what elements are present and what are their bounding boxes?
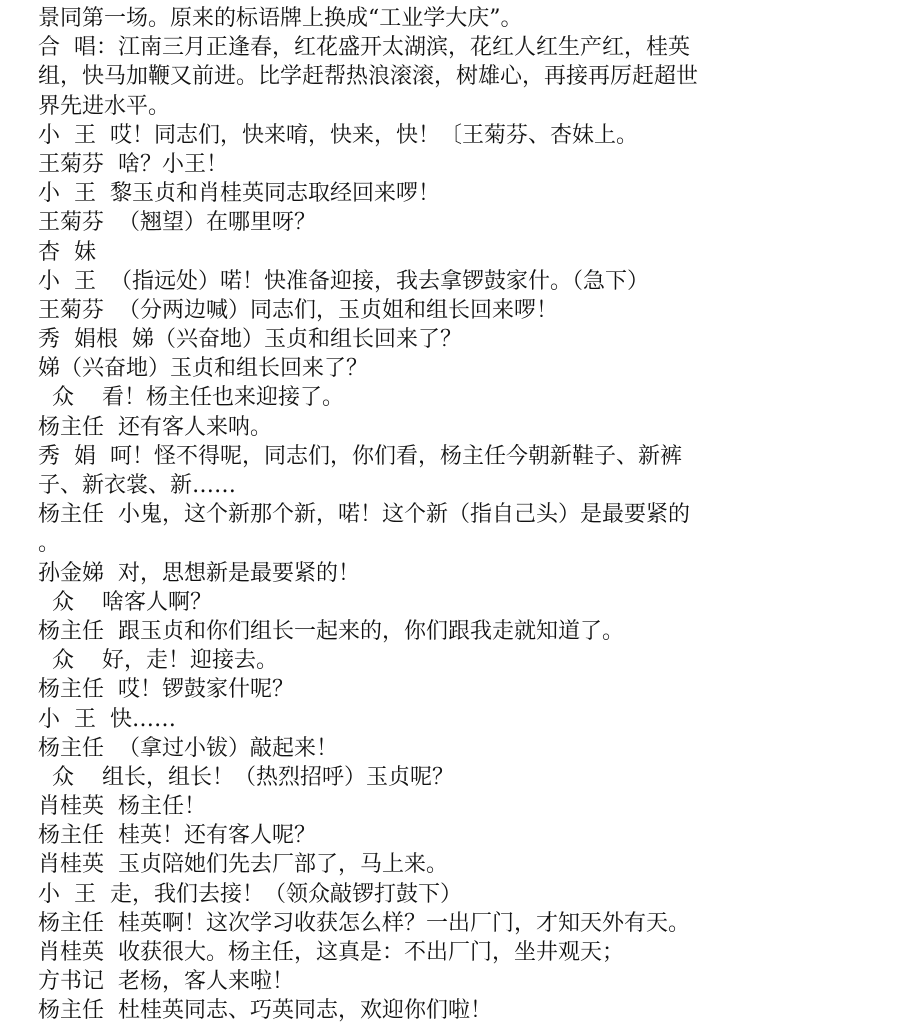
dialogue-line: 杨主任 桂英！还有客人呢？	[38, 823, 316, 849]
dialogue-line: 王菊芬 （翘望）在哪里呀？	[38, 210, 316, 236]
dialogue-line: 众 好，走！迎接去。	[38, 648, 278, 674]
dialogue-line: 小 王 快……	[38, 706, 176, 732]
dialogue-line: 小 王 哎！同志们，快来唷，快来，快！〔王菊芬、杏妹上。	[38, 122, 638, 148]
dialogue-line: 杨主任 小鬼，这个新那个新，喏！这个新（指自己头）是最要紧的	[38, 502, 690, 528]
dialogue-line: 秀 娟根 娣（兴奋地）玉贞和组长回来了？	[38, 327, 462, 353]
dialogue-line: 小 王 走，我们去接！（领众敲锣打鼓下）	[38, 881, 462, 907]
dialogue-line: 杏 妹	[38, 239, 96, 265]
dialogue-line: 。	[38, 531, 61, 557]
scene-direction: 景同第一场。原来的标语牌上换成“工业学大庆”。	[38, 6, 523, 31]
dialogue-line: 王菊芬 啥？小王！	[38, 151, 228, 177]
dialogue-line: 王菊芬 （分两边喊）同志们，玉贞姐和组长回来啰！	[38, 297, 558, 323]
dialogue-line: 秀 娟 呵！怪不得呢，同志们，你们看，杨主任今朝新鞋子、新裤	[38, 443, 682, 469]
dialogue-line: 杨主任 （拿过小钹）敲起来！	[38, 735, 338, 761]
dialogue-line: 杨主任 杜桂英同志、巧英同志，欢迎你们啦！	[38, 998, 492, 1024]
dialogue-line: 肖桂英 玉贞陪她们先去厂部了，马上来。	[38, 852, 448, 878]
dialogue-line: 众 啥客人啊？	[38, 589, 212, 615]
dialogue-line: 众 组长，组长！（热烈招呼）玉贞呢？	[38, 764, 454, 790]
script-page	[38, 4, 883, 1026]
dialogue-line: 方书记 老杨，客人来啦！	[38, 969, 294, 995]
dialogue-line: 肖桂英 杨主任！	[38, 794, 206, 820]
dialogue-line: 子、新衣裳、新……	[38, 473, 237, 498]
dialogue-line: 肖桂英 收获很大。杨主任，这真是：不出厂门，坐井观天；	[38, 940, 624, 965]
chorus-line: 组，快马加鞭又前进。比学赶帮热浪滚滚，树雄心，再接再厉赶超世	[38, 64, 699, 90]
dialogue-line: 杨主任 桂英啊！这次学习收获怎么样？一出厂门，才知天外有天。	[38, 910, 690, 936]
chorus-line: 合 唱：江南三月正逢春，红花盛开太湖滨，花红人红生产红，桂英	[38, 35, 690, 61]
dialogue-line: 小 王 黎玉贞和肖桂英同志取经回来啰！	[38, 181, 440, 207]
dialogue-line: 娣（兴奋地）玉贞和组长回来了？	[38, 356, 369, 382]
dialogue-line: 杨主任 还有客人来呐。	[38, 414, 272, 440]
dialogue-line: 孙金娣 对，思想新是最要紧的！	[38, 560, 360, 586]
dialogue-line: 众 看！杨主任也来迎接了。	[38, 385, 344, 411]
dialogue-line: 小 王 （指远处）喏！快准备迎接，我去拿锣鼓家什。（急下）	[38, 268, 649, 294]
dialogue-line: 杨主任 哎！锣鼓家什呢？	[38, 677, 294, 703]
chorus-line: 界先进水平。	[38, 93, 171, 119]
dialogue-line: 杨主任 跟玉贞和你们组长一起来的，你们跟我走就知道了。	[38, 618, 624, 644]
